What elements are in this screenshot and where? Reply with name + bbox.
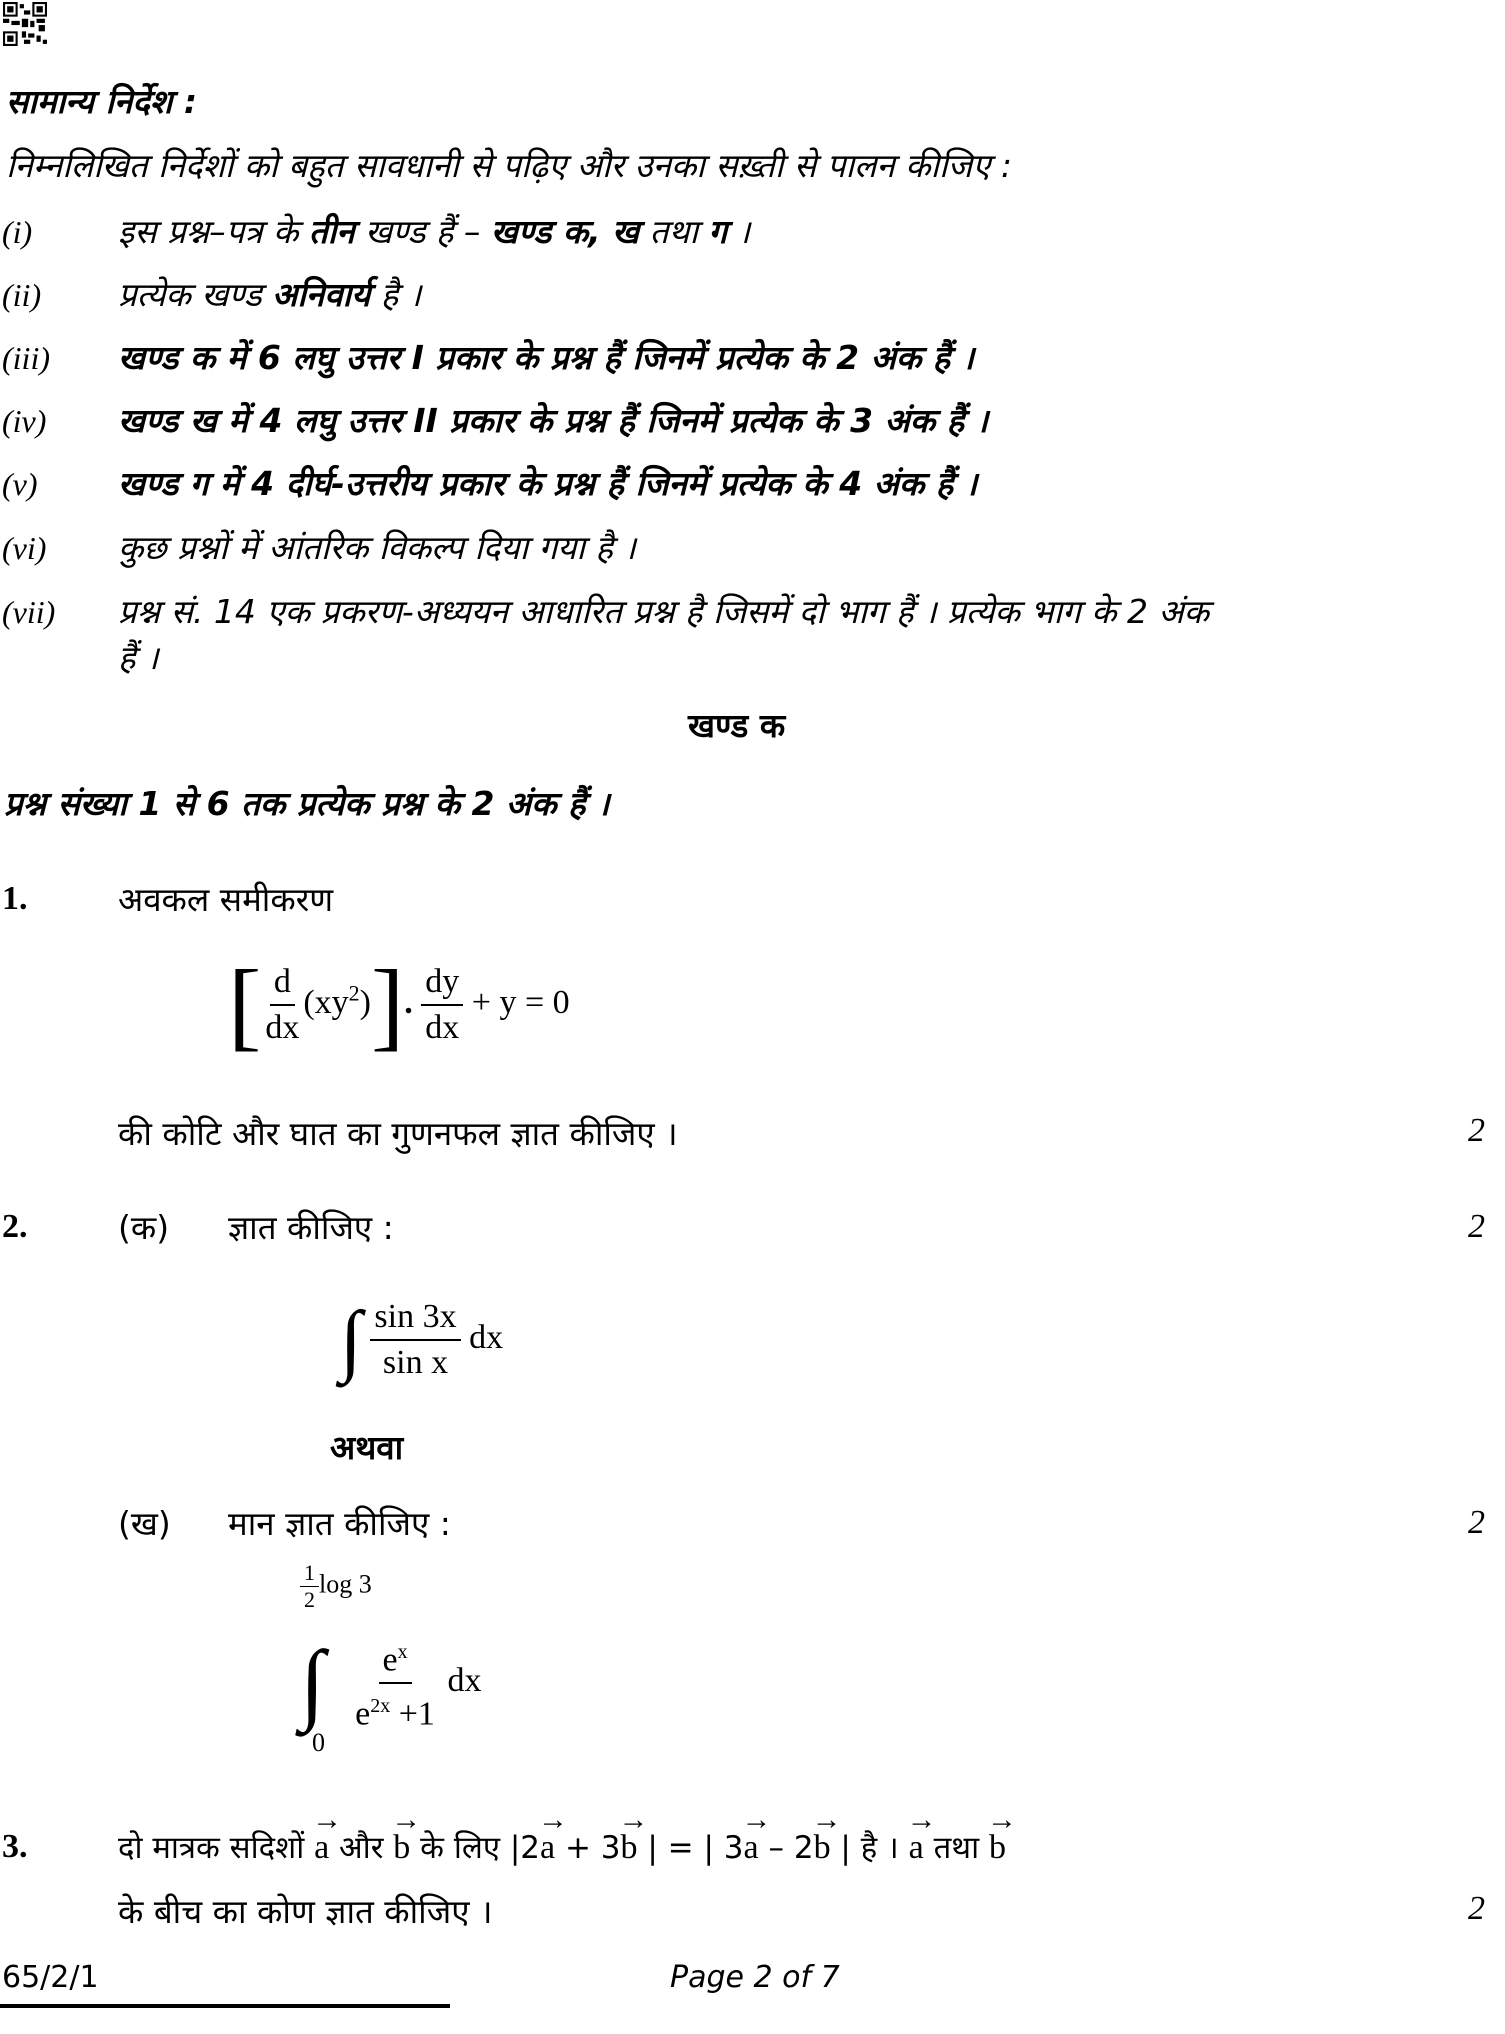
question-number: 2.	[2, 1208, 28, 1245]
vector-b: → b	[393, 1826, 410, 1870]
general-instructions-title: सामान्य निर्देश :	[6, 82, 198, 121]
footer-rule	[0, 2004, 450, 2008]
paper-code: 65/2/1	[2, 1960, 99, 1995]
or-separator: अथवा	[330, 1428, 404, 1467]
instruction-number: (iii)	[2, 340, 50, 376]
instructions-intro: निम्नलिखित निर्देशों को बहुत सावधानी से पढ़िए और उनका सख़्ती से पालन कीजिए :	[6, 146, 1012, 185]
instruction-text: प्रश्न सं. 14 एक प्रकरण-अध्ययन आधारित प्रश्न है जिसमें दो भाग हैं । प्रत्येक भाग के 2 अंक	[118, 592, 1210, 631]
instruction-number: (i)	[2, 214, 33, 250]
qr-code-icon	[2, 2, 48, 46]
section-title: खण्ड क	[688, 706, 786, 745]
part-a-label: (क)	[118, 1208, 170, 1247]
upper-limit: $\frac{1}{2}$ log 3	[300, 1560, 372, 1613]
question-text-line-1: दो मात्रक सदिशों → a और → b के लिए |2→ a + 3→ b | = | 3→ a – 2→ b | है । → a तथा → b	[118, 1826, 1006, 1870]
instruction-text: प्रत्येक खण्ड अनिवार्य है ।	[118, 275, 422, 314]
instruction-text: खण्ड क में 6 लघु उत्तर I प्रकार के प्रश्न हैं जिनमें प्रत्येक के 2 अंक हैं ।	[118, 338, 975, 377]
question-marks: 2	[1468, 1112, 1485, 1149]
instruction-number: (iv)	[2, 403, 47, 439]
question-number: 3.	[2, 1828, 28, 1865]
question-text-line-2: के बीच का कोण ज्ञात कीजिए ।	[118, 1892, 493, 1931]
question-intro: अवकल समीकरण	[118, 880, 334, 919]
integrand: ∫ $\frac{e^x}{e^{2x} +1}$ dx	[300, 1630, 481, 1737]
integral-sin3x: ∫ $\frac{\sin 3x}{\text{sin x}}$ dx	[340, 1296, 504, 1384]
part-b-marks: 2	[1468, 1504, 1485, 1541]
page-number: Page 2 of 7	[670, 1960, 840, 1995]
part-a-marks: 2	[1468, 1208, 1485, 1245]
question-text: की कोटि और घात का गुणनफल ज्ञात कीजिए ।	[118, 1114, 678, 1153]
part-b-text: मान ज्ञात कीजिए :	[228, 1504, 451, 1543]
instruction-number: (v)	[2, 466, 38, 502]
part-b-label: (ख)	[118, 1504, 171, 1543]
instruction-text: कुछ प्रश्नों में आंतरिक विकल्प दिया गया है ।	[118, 528, 636, 567]
instruction-text: खण्ड ख में 4 लघु उत्तर II प्रकार के प्रश्न हैं जिनमें प्रत्येक के 3 अंक हैं ।	[118, 401, 989, 440]
part-a-text: ज्ञात कीजिए :	[228, 1208, 394, 1247]
section-note: प्रश्न संख्या 1 से 6 तक प्रत्येक प्रश्न के 2 अंक हैं ।	[4, 784, 610, 823]
instruction-text: खण्ड ग में 4 दीर्घ-उत्तरीय प्रकार के प्रश्न हैं जिनमें प्रत्येक के 4 अंक हैं ।	[118, 464, 978, 503]
instruction-text-continued: हैं ।	[118, 638, 159, 677]
lower-limit: 0	[312, 1728, 325, 1757]
vector-a: → a	[314, 1826, 329, 1870]
question-marks: 2	[1468, 1890, 1485, 1927]
instruction-number: (ii)	[2, 277, 42, 313]
instruction-number: (vi)	[2, 530, 47, 566]
instruction-text: इस प्रश्न–पत्र के तीन खण्ड हैं – खण्ड क, ख तथा ग ।	[118, 212, 751, 251]
differential-equation: [ $\frac{d}{dx}$ $(xy^2)$]. $\frac{dy}{dx}$ + y = 0	[228, 949, 570, 1060]
instruction-number: (vii)	[2, 594, 56, 630]
question-number: 1.	[2, 880, 28, 917]
